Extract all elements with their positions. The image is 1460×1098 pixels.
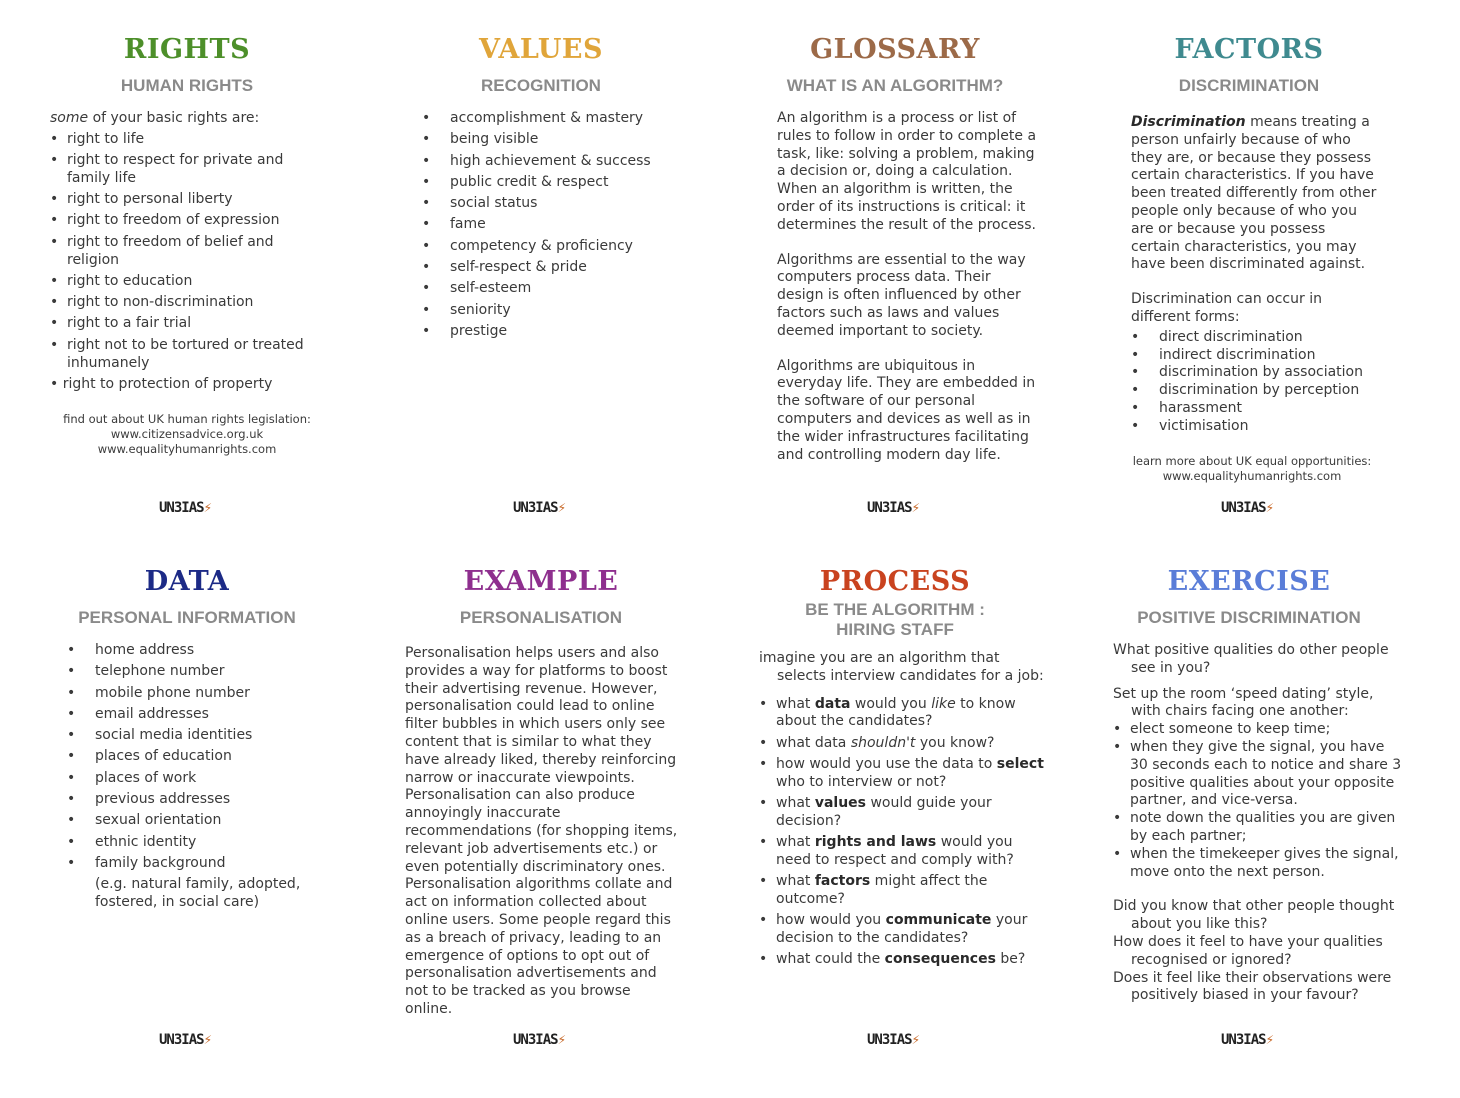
list-item: • mobile phone number [67, 685, 327, 703]
card-body [1113, 642, 1403, 1005]
card-subtitle: HUMAN RIGHTS [120, 76, 254, 95]
paragraph: An algorithm is a process or list of rules to follow in order to complete a task, like: solving a problem, making a decision or, doing a calculation. When an algorithm is written, the order of its instructions is critical: it determines the result of the process. [777, 110, 1037, 233]
list-item: • when the timekeeper gives the signal, move onto the next person. [1113, 846, 1403, 882]
list-item: • right to non-discrimination [50, 294, 330, 312]
list-item: • fame [422, 216, 702, 234]
data-extra: (e.g. natural family, adopted, fostered, in social care) [95, 876, 301, 911]
unbias-logo: UN3IAS⚡ [1221, 500, 1274, 516]
list-item: • how would you communicate your decision to the candidates? [759, 912, 1049, 948]
card-body [759, 650, 1049, 973]
list-item: • right to personal liberty [50, 191, 330, 209]
link-equalityhumanrights[interactable]: www.equalityhumanrights.com [97, 442, 277, 456]
list-item: • accomplishment & mastery [422, 110, 702, 128]
list-item: • social status [422, 195, 702, 213]
list-item: • self-esteem [422, 280, 702, 298]
exercise-list [1113, 721, 1403, 881]
list-item: • what values would guide your decision? [759, 795, 1049, 831]
list-item: • discrimination by perception [1131, 382, 1377, 400]
card-subtitle: RECOGNITION [481, 76, 601, 95]
card-subtitle: PERSONAL INFORMATION [78, 608, 296, 627]
list-item: • harassment [1131, 400, 1377, 418]
card-subtitle: POSITIVE DISCRIMINATION [1137, 608, 1361, 627]
unbias-logo: UN3IAS⚡ [867, 500, 920, 516]
unbias-logo: UN3IAS⚡ [159, 500, 212, 516]
list-item: • public credit & respect [422, 174, 702, 192]
list-item: • what could the consequences be? [759, 951, 1049, 969]
list-item: • self-respect & pride [422, 259, 702, 277]
setup-text: Set up the room ‘speed dating’ style, with chairs facing one another: [1113, 685, 1374, 720]
list-item: • right not to be tortured or treated inhumanely [50, 337, 330, 373]
list-item: • what rights and laws would you need to respect and comply with? [759, 834, 1049, 870]
unbias-logo: UN3IAS⚡ [513, 500, 566, 516]
question: Did you know that other people thought about you like this? [1113, 898, 1395, 933]
card-title: EXAMPLE [463, 566, 619, 597]
card-title: GLOSSARY [810, 34, 980, 65]
list-item: • what data would you like to know about the candidates? [759, 696, 1049, 732]
list-item: • prestige [422, 323, 702, 341]
unbias-logo: UN3IAS⚡ [513, 1032, 566, 1048]
list-item: • when they give the signal, you have 30 seconds each to notice and share 3 positive qualities about your opposite partner, and vice-versa. [1113, 739, 1403, 810]
card-title: DATA [144, 566, 230, 597]
list-item: • what factors might affect the outcome? [759, 873, 1049, 909]
list-item: • right to life [50, 131, 330, 149]
list-item: • ethnic identity [67, 834, 327, 852]
list-item: • being visible [422, 131, 702, 149]
list-item: • direct discrimination [1131, 329, 1377, 347]
paragraph: Algorithms are essential to the way computers process data. Their design is often influenced by other factors such as laws and values deemed important to society. [777, 251, 1026, 339]
values-list [422, 110, 702, 341]
list-item: • seniority [422, 302, 702, 320]
list-item: • right to a fair trial [50, 315, 330, 333]
list-item: • home address [67, 642, 327, 660]
list-item: • right to respect for private and family life [50, 152, 330, 188]
list-item: • telephone number [67, 663, 327, 681]
list-item: • places of work [67, 770, 327, 788]
card-subtitle: BE THE ALGORITHM : [805, 600, 985, 619]
card-title: EXERCISE [1167, 566, 1331, 597]
card-body [405, 645, 681, 1019]
forms-intro: Discrimination can occur in different forms: [1131, 291, 1322, 325]
list-item: • high achievement & success [422, 153, 702, 171]
card-title: PROCESS [819, 566, 971, 597]
definition: Discrimination means treating a person unfairly because of who they are, or because they possess certain characteristics. If you have been treated differently from other people only because of who you are or because you possess certain characteristics, you may have been discriminated against. [1131, 114, 1377, 273]
list-item: • social media identities [67, 727, 327, 745]
card-glossary [718, 34, 1072, 534]
rights-list [50, 131, 330, 373]
card-body [1131, 114, 1377, 436]
list-item: • right to freedom of belief and religion [50, 234, 330, 270]
card-subtitle: PERSONALISATION [459, 608, 623, 627]
list-item-last: • right to protection of property [50, 375, 273, 392]
question: Does it feel like their observations were positively biased in your favour? [1113, 969, 1392, 1004]
card-title: FACTORS [1174, 34, 1324, 65]
list-item: • places of education [67, 748, 327, 766]
card-factors [1072, 34, 1426, 534]
data-list [67, 642, 327, 873]
card-body [777, 110, 1039, 464]
list-item: • indirect discrimination [1131, 347, 1377, 365]
list-item: • competency & proficiency [422, 238, 702, 256]
list-item: • sexual orientation [67, 812, 327, 830]
card-process [718, 566, 1072, 1066]
list-item: • what data shouldn't you know? [759, 735, 1049, 753]
list-item: • note down the qualities you are given by each partner; [1113, 810, 1403, 846]
process-list [759, 696, 1049, 970]
list-item: • email addresses [67, 706, 327, 724]
intro-text: some of your basic rights are: [50, 110, 260, 126]
card-body [50, 110, 330, 394]
card-example [364, 566, 718, 1066]
unbias-logo: UN3IAS⚡ [1221, 1032, 1274, 1048]
question: How does it feel to have your qualities recognised or ignored? [1113, 933, 1383, 968]
unbias-logo: UN3IAS⚡ [867, 1032, 920, 1048]
card-rights [10, 34, 364, 534]
card-exercise [1072, 566, 1426, 1066]
unbias-logo: UN3IAS⚡ [159, 1032, 212, 1048]
card-title: RIGHTS [123, 34, 251, 65]
link-equalityhumanrights[interactable]: www.equalityhumanrights.com [1162, 469, 1342, 483]
list-item: • right to freedom of expression [50, 212, 330, 230]
list-item: • previous addresses [67, 791, 327, 809]
list-item: • right to education [50, 273, 330, 291]
card-subtitle: DISCRIMINATION [1178, 76, 1320, 95]
list-item: • how would you use the data to select who to interview or not? [759, 756, 1049, 792]
list-item: • elect someone to keep time; [1113, 721, 1403, 739]
list-item: • victimisation [1131, 418, 1377, 436]
card-subtitle-2: HIRING STAFF [836, 620, 954, 639]
list-item: • discrimination by association [1131, 364, 1377, 382]
question: What positive qualities do other people see in you? [1113, 642, 1389, 676]
card-title: VALUES [479, 34, 603, 65]
card-subtitle: WHAT IS AN ALGORITHM? [786, 76, 1004, 95]
link-citizensadvice[interactable]: www.citizensadvice.org.uk [110, 427, 264, 441]
intro-text: imagine you are an algorithm that selects interview candidates for a job: [759, 650, 1044, 684]
factors-note: learn more about UK equal opportunities: www.equalityhumanrights.com [1132, 454, 1372, 483]
forms-list [1131, 329, 1377, 436]
card-data [10, 566, 364, 1066]
list-item: • family background [67, 855, 327, 873]
card-body [422, 110, 702, 344]
paragraph: Algorithms are ubiquitous in everyday life. They are embedded in the software of our personal computers and devices as well as in the wider infrastructures facilitating and controlling modern day life. [777, 357, 1036, 463]
card-values [364, 34, 718, 534]
rights-note: find out about UK human rights legislation: www.citizensadvice.org.uk www.equalityhumanrights.com [10, 412, 364, 457]
paragraph: Personalisation helps users and also provides a way for platforms to boost their advertising revenue. However, personalisation could lead to online filter bubbles in which users only see content that is similar to what they have already liked, thereby reinforcing narrow or inaccurate viewpoints. Personalisation can also produce annoyingly inaccurate recommendations (for shopping items, relevant job advertisements etc.) or even potentially discriminatory ones. Personalisation algorithms collate and act on information collected about online users. Some people regard this as a breach of privacy, leading to an emergence of options to opt out of personalisation advertisements and not to be tracked as you browse online. [405, 645, 678, 1017]
card-body [67, 642, 327, 912]
